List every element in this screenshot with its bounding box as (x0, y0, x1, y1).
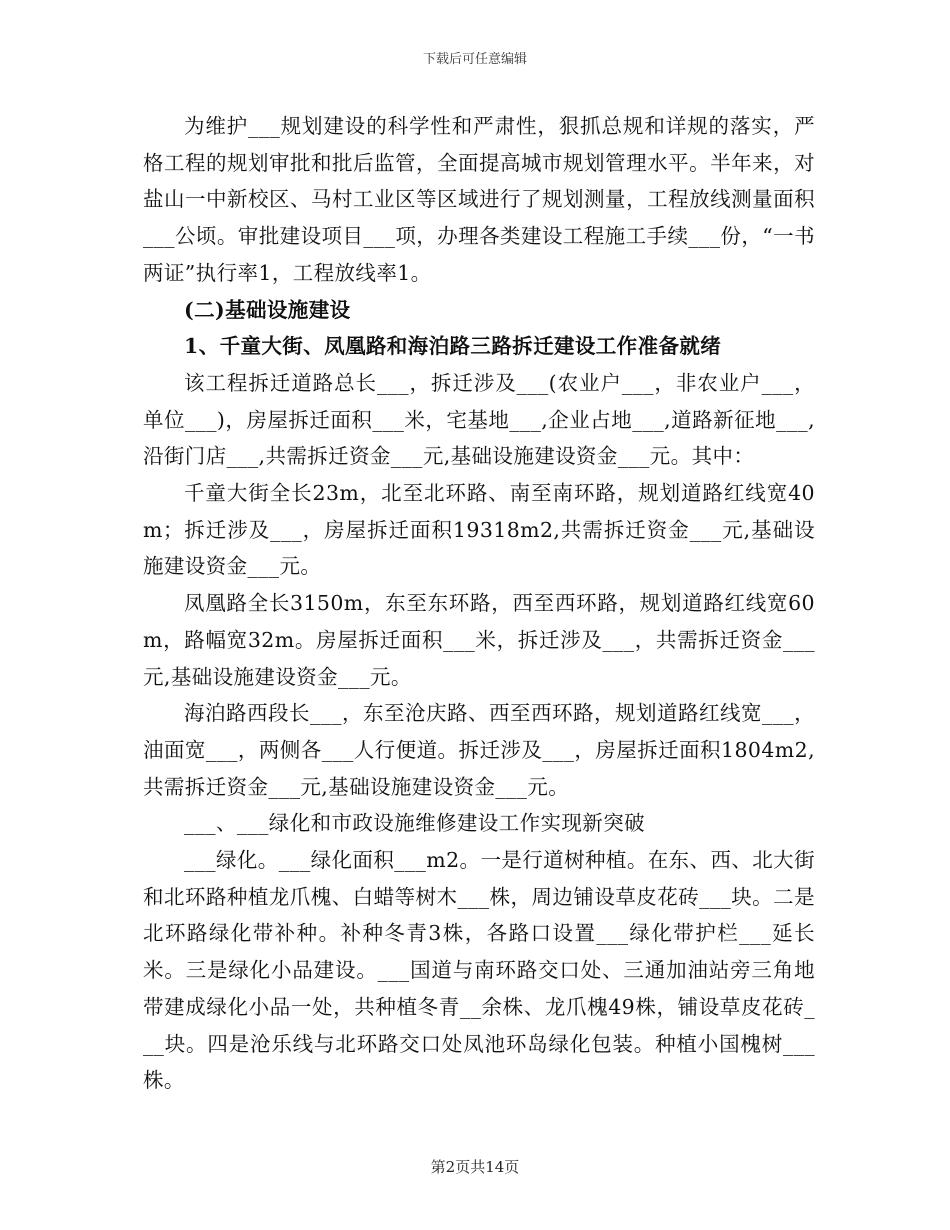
paragraph-demolition-summary: 该工程拆迁道路总长___，拆迁涉及___(农业户___，非农业户___，单位___)，房屋拆迁面积___米，宅基地___,企业占地___,道路新征地___,沿街门店___,共需拆迁资金___元,基础设施建设资金___元。其中： (143, 370, 815, 469)
page-number: 第2页共14页 (430, 1158, 520, 1176)
section-heading-infrastructure: (二)基础设施建设 (184, 297, 351, 322)
paragraph-haibo-road: 海泊路西段长___，东至沧庆路、西至西环路，规划道路红线宽___，油面宽___，两侧各___人行便道。拆迁涉及___，房屋拆迁面积1804m2,共需拆迁资金___元,基础设施建设资金___元。 (143, 701, 815, 799)
paragraph-qiantong-street: 千童大街全长23m，北至北环路、南至南环路，规划道路红线宽40m；拆迁涉及___，房屋拆迁面积19318m2,共需拆迁资金___元,基础设施建设资金___元。 (143, 481, 815, 579)
subsection-heading-roads: 1、千童大街、凤凰路和海泊路三路拆迁建设工作准备就绪 (184, 334, 722, 359)
paragraph-greening-details: ___绿化。___绿化面积___m2。一是行道树种植。在东、西、北大街和北环路种植龙爪槐、白蜡等树木___株，周边铺设草皮花砖___块。二是北环路绿化带补种。补种冬青3株，各路口设置___绿化带护栏___延长米。三是绿化小品建设。___国道与南环路交口处、三通加油站旁三角地带建成绿化小品一处，共种植冬青__余株、龙爪槐49株，铺设草皮花砖___块。四是沧乐线与北环路交口处凤池环岛绿化包装。种植小国槐树___株。 (143, 848, 815, 1093)
paragraph-planning: 为维护___规划建设的科学性和严肃性，狠抓总规和详规的落实，严格工程的规划审批和批后监管，全面提高城市规划管理水平。半年来，对盐山一中新校区、马村工业区等区域进行了规划测量，工程放线测量面积___公顷。审批建设项目___项，办理各类建设工程施工手续___份，“一书两证”执行率1，工程放线率1。 (143, 114, 815, 285)
paragraph-fenghuang-road: 凤凰路全长3150m，东至东环路，西至西环路，规划道路红线宽60m，路幅宽32m。房屋拆迁面积___米，拆迁涉及___，共需拆迁资金___元,基础设施建设资金___元。 (143, 591, 815, 689)
page-header-note: 下载后可任意编辑 (422, 52, 527, 67)
paragraph-greening-heading: ___、___绿化和市政设施维修建设工作实现新突破 (184, 811, 645, 836)
document-body (143, 108, 815, 1099)
